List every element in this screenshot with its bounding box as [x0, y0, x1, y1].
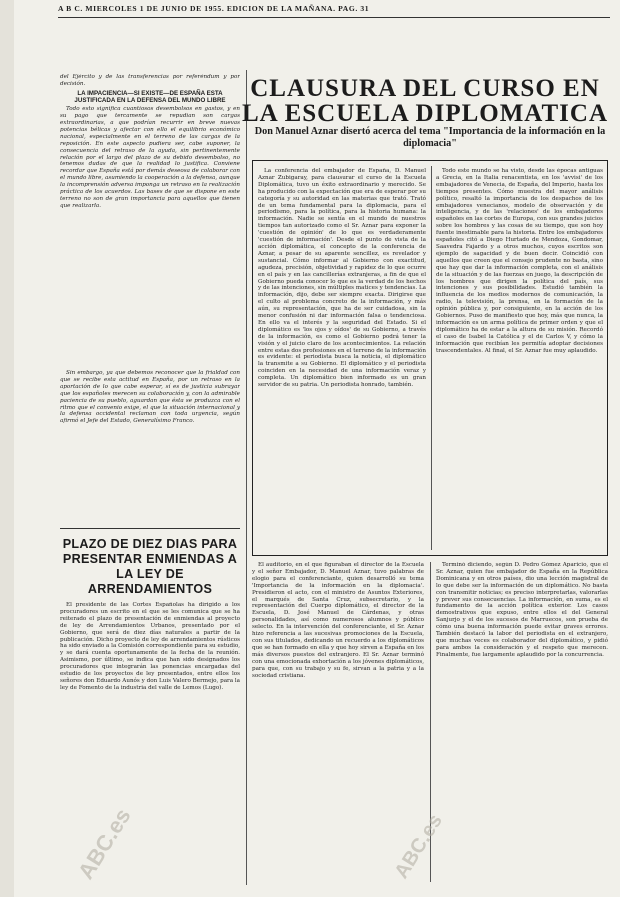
box-col2-text: Todo este mundo se ha visto, desde las épocas antiguas a Grecia, en la Italia renacentista, en los 'avvisi' de los embajadores de Venecia, de España, del Imperio, hasta los tiempos presentes. Cómo muestra del mayor análisis político, resaltó la importancia de los despachos de los embajadores venecianos, modelo de observación y de inteligencia, y de las 'relaciones' de los embajadores españoles en las cortes de Europa, con sus grandes juicios sobre los hombres y las cosas de su tiempo, que son hoy fuente inestimable para la historia. Entre los embajadores españoles citó a Diego Hurtado de Mendoza, Gondomar, Saavedra Fajardo y a otros muchos, cuyos escritos son ejemplo de sagacidad y de buen decir. Coincidió con aquellos que creen que el consejo prudente no basta, sino que hay que dar la información completa, con el análisis de la situación y de las fuerzas en juego, la descripción de los hombres que dirigen la política del país, sus intenciones y sus posibilidades. Estudió también la influencia de los medios modernos de comunicación, la radio, la televisión, la prensa, en la formación de la opinión pública y, por consiguiente, en la acción de los Gobiernos. Puso de manifiesto que hoy, más que nunca, la información es un arma política de primer orden y que el diplomático ha de estar a la altura de su misión. Recordó el caso de Isabel la Católica y el de Carlos V, y cómo la información que recibían les permitía adoptar decisiones trascendentales. Al final, el Sr. Aznar fue muy aplaudido. — [436, 168, 603, 354]
plazo-top-rule — [60, 528, 240, 529]
bottom-column-2 — [436, 562, 608, 887]
box-column-2 — [436, 168, 603, 550]
left-lead-italic: del Ejército y de las transferencias por referéndum y por decisión. — [60, 74, 240, 87]
bottom-col1-text: El auditorio, en el que figuraban el director de la Escuela y el señor Embajador, D. Manuel Aznar, tuvo palabras de elogio para el conferenciante, quien desarrolló su tema 'Importancia de la información en la diplomacia'. Presidieron el acto, con el ministro de Asuntos Exteriores, el marqués de Santa Cruz, subsecretario, y la representación del Cuerpo diplomático, el director de la Escuela, D. José Manuel de Cárdenas, y otras personalidades, así como numerosos alumnos y público selecto. En la intervención del conferenciante, el Sr. Aznar hizo referencia a las sucesivas promociones de la Escuela, con sus titulados, dedicando un recuerdo a los diplomáticos que se han formado en ella y que hoy sirven a España en los más diversos puestos del extranjero. El Sr. Aznar terminó con una emocionada exhortación a los jóvenes diplomáticos, para que, con su trabajo y su fe, sirvan a la patria y a la sociedad cristiana. — [252, 562, 424, 679]
left-column-top — [60, 74, 240, 306]
binding-margin — [0, 0, 14, 897]
impaciencia-heading: LA IMPACIENCIA—SI EXISTE—DE ESPAÑA ESTA JUSTIFICADA EN LA DEFENSA DEL MUNDO LIBRE — [74, 89, 226, 105]
clausura-title: CLAUSURA DEL CURSO EN LA ESCUELA DIPLOMATICA — [241, 75, 609, 127]
abc-watermark: ABC.es — [72, 803, 136, 884]
running-head: A B C. MIERCOLES 1 DE JUNIO DE 1955. EDICION DE LA MAÑANA. PAG. 31 — [58, 4, 370, 13]
bottom-column-1 — [252, 562, 424, 887]
plazo-headline: PLAZO DE DIEZ DIAS PARA PRESENTAR ENMIENDAS A LA LEY DE ARRENDAMIENTOS — [62, 537, 238, 596]
plazo-body-column — [60, 602, 240, 887]
plazo-body: El presidente de las Cortes Españolas ha dirigido a los procuradores un escrito en el que se les comunica que se ha reiterado el plazo de presentación de enmiendas al proyecto de ley de Arrendamientos Urbanos, presentado por el Gobierno, que será de diez días naturales a partir de la publicación. Dicho proyecto de ley de arrendamientos rústicos ha sido enviado a la Comisión correspondiente para su estudio, y se dará cuenta oportunamente de la fecha de la reunión. Asimismo, por último, se indica que han sido designados los procuradores que integrarán las ponencias encargadas del estudio de los proyectos de ley presentados, entre ellos los señores don Eduardo Aunós y don Luis Valero Bermejo, para la ley de Fomento de la industria del valle de Lemos (Lugo). — [60, 602, 240, 691]
box-column-1 — [258, 168, 426, 550]
box-col1-text: La conferencia del embajador de España, D. Manuel Aznar Zubigaray, para clausurar el curso de la Escuela Diplomática, tuvo un éxito extraordinario y merecido. Se ha producido con la expectación que era de esperar por su categoría y su autoridad en las materias que trató. Trató de un tema fundamental para la diplomacia, para el periodismo, para la política, para la historia humana: la información. Nadie se sentía en el mundo de nuestros tiempos tan autorizado como el Sr. Aznar para exponer la 'cuestión de opinión' de lo que es verdaderamente 'cuestión de información'. Desde el punto de vista de la acción diplomática, el concepto de la conferencia de Aznar, a pesar de su aparente sencillez, es revelador y sustancial. Cómo informar al Gobierno con exactitud, agudeza, precisión, objetividad y rapidez de lo que ocurre en el país y en las cancillerías extranjeras, a fin de que el Gobierno pueda conocer lo que es la verdad de los hechos y de las intenciones, sin múltiples matices y tendencias. La información, dijo, debe ser siempre exacta. Dirigirse que el culto al problema concreto de la información, y más aún, su representación, que ha de ser cuidadosa, sin la menor confusión ni dar información falsa o tendenciosa. En ello va el interés y la seguridad del Estado. Si el diplomático es 'los ojos y oídos' de su Gobierno, a través de la información, es como el Gobierno podrá tener la visión y el juicio claro de los acontecimientos. La relación entre estas dos profesiones en el terreno de la información es evidente: el periodista busca la noticia, el diplomático la transmite a su Gobierno. El diplomático y el periodista coinciden en la necesidad de una información veraz y completa. Un diplomático bien informado es un gran servidor de su patria. Un periodista honrado, también. — [258, 168, 426, 389]
column-divider — [246, 70, 247, 885]
abc-watermark: ABC.es — [390, 810, 447, 883]
box-inner-divider — [431, 166, 432, 550]
header-rule — [58, 17, 610, 18]
bottom-col2-text: Terminó diciendo, según D. Pedro Gómez Aparicio, que el Sr. Aznar, quien fue embajador de España en la República Dominicana y en otros países, dio una lección magistral de lo que debe ser la información de un diplomático. No basta con transmitir noticias; es preciso interpretarlas, valorarlas y prever sus consecuencias. La información, en suma, es el fundamento de la acción política exterior. Los casos demostrativos que expuso, entre ellos el del General Sanjurjo y el de los sucesos de Marruecos, son prueba de cómo una buena información puede evitar graves errores. También destacó la labor del periodista en el extranjero, que muchas veces es colaborador del diplomático, y pidió para ambos la consideración y el respeto que merecen. Finalmente, fue largamente aplaudido por la concurrencia. — [436, 562, 608, 658]
impaciencia-body: Todo esto significa cuantiosos desembolsos en gastos, y en su pago que tercamente se repudian son cargas extraordinarias, a que podrían recurrir en breve nuevas potencias bélicas y afectar con ello el equilibrio económico nacional, especialmente en el terreno de las cargas de la reposición. En este aspecto pudiera ser, cabe suponer, la consecuencia del retraso de la ayuda, sin pertinentemente relación por el largo del plazo de su debido desembolso, no tenemos dudas de que la realidad lo justifica. Conviene recordar que España está por demás deseosa de colaborar con el mundo libre, asumiendo la cooperación a la defensa, aunque la incomprensión adversa imponga un retraso en la realización práctica de los acuerdos. Las bases de que se dispone en este terreno no son de gran importancia para aquellos que tienen que realizarla. — [60, 106, 240, 209]
left-italic-block — [60, 370, 240, 520]
left-italic-text: Sin embargo, ya que debemos reconocer que la frialdad con que se recibe esta actitud en España, por un retraso en la aportación de lo que cabe esperar, sí es de justicia subrayar que los españoles merecen su colaboración y, con la admirable paciencia de su pueblo, aguardan que ésta se produzca con el ritmo que el convenio exige, el que la situación internacional y la defensa occidental reclaman con toda urgencia, según afirmó el Jefe del Estado, Generalísimo Franco. — [60, 370, 240, 425]
clausura-deck: Don Manuel Aznar disertó acerca del tema "Importancia de la información en la diplomacia" — [254, 126, 606, 149]
